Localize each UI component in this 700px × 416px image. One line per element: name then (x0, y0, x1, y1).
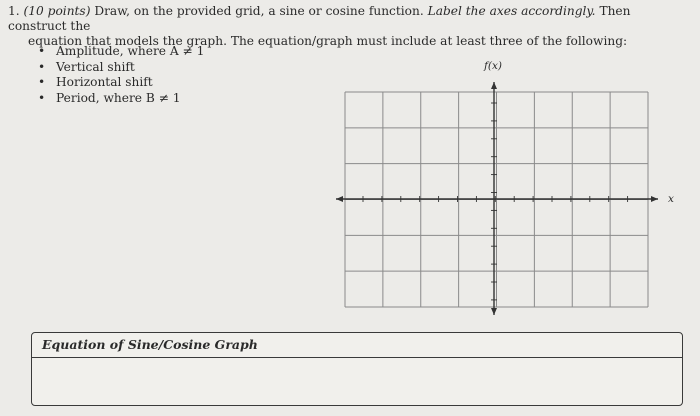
equation-box-header: Equation of Sine/Cosine Graph (32, 333, 682, 358)
problem-points: (10 points) (23, 4, 91, 18)
requirement-horizontal-shift: • Horizontal shift (34, 75, 204, 91)
y-axis-top-arrow (491, 82, 497, 89)
y-axis-bottom-arrow (491, 308, 497, 315)
problem-instruction-tail: Then construct the (8, 4, 631, 33)
requirement-amplitude: • Amplitude, where A ≠ 1 (34, 44, 204, 60)
y-axis-label: f(x) (484, 60, 503, 72)
x-axis-label: x (668, 193, 674, 205)
problem-instruction: Draw, on the provided grid, a sine or cosine function. (94, 4, 424, 18)
problem-line-2: equation that models the graph. The equation/graph must include at least three of the following: (28, 34, 628, 48)
equation-input-area[interactable] (32, 358, 682, 404)
problem-number: 1. (8, 4, 20, 18)
equation-answer-box[interactable] (31, 332, 683, 406)
problem-label-axes: Label the axes accordingly. (427, 4, 596, 18)
requirement-vertical-shift: • Vertical shift (34, 60, 204, 76)
x-axis-left-arrow (336, 196, 343, 202)
x-axis-right-arrow (651, 196, 658, 202)
requirement-period: • Period, where B ≠ 1 (34, 91, 204, 107)
